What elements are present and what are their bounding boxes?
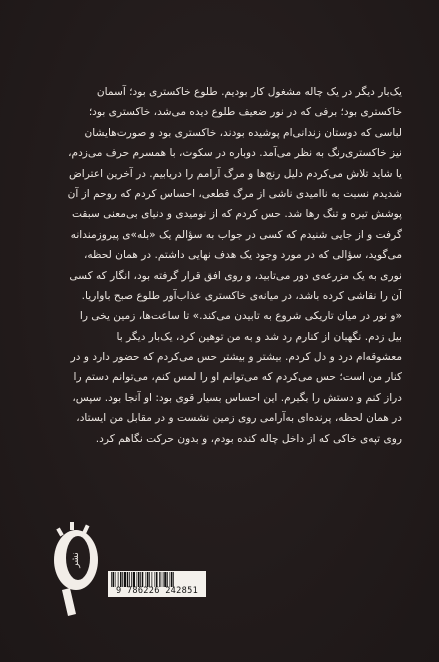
blurb-line: شدیدم نسبت به ناامیدی ناشی از مرگ قطعی، احساس کردم که روحم از آن — [67, 187, 402, 200]
blurb-line: روی تپه‌ی خاکی که از داخل چاله کنده بودم، و بدون حرکت نگاهم کرد. — [95, 432, 402, 445]
blurb-line: نیز خاکستری‌رنگ به نظر می‌آمد. دوباره در سکوت، با همسرم حرف می‌زدم، — [68, 147, 402, 160]
blurb-line: می‌گوید، سؤالی که در مورد وجود یک هدف نهایی داشتم. در همان لحظه، — [83, 249, 402, 262]
blurb-line: یا شاید تلاش می‌کردم دلیل رنج‌ها و مرگ آرامم را دریابیم. در آخرین اعتراض — [68, 167, 402, 180]
blurb-line: معشوقه‌ام درد و دل کردم. بیشتر و بیشتر حس می‌کردم که حضور دارد و در — [70, 351, 402, 364]
publisher-logo-icon — [48, 520, 104, 620]
blurb-line: لباسی که دوستان زندانی‌ام پوشیده بودند، خاکستری بود و صورت‌هایشان — [84, 126, 402, 139]
blurb-line: یک‌بار دیگر در یک چاله مشغول کار بودیم. طلوع خاکستری بود؛ آسمان — [96, 86, 402, 98]
blurb-line: خاکستری بود؛ برفی که در نور ضعیف طلوع دیده می‌شد، خاکستری بود؛ — [88, 106, 402, 119]
blurb-line: در همان لحظه، پرنده‌ای به‌آرامی روی زمین نشست و در مقابل من ایستاد، — [76, 412, 402, 425]
blurb-line: آن را نقاشی کرده باشد، در میانه‌ی خاکستری عذاب‌آور طلوع صبح باواریا. — [81, 289, 402, 302]
blurb-line: بیل زدم. نگهبان از کنارم رد شد و به من توهین کرد، یک‌بار دیگر با — [116, 330, 402, 343]
blurb-line: کنار من است؛ حس می‌کردم که می‌توانم او را لمس کنم، می‌توانم دستم را — [73, 371, 402, 384]
blurb-line: گرفت و از جایی شنیدم که کسی در جواب به سؤالم یک «بله»ی پیروزمندانه — [70, 228, 402, 241]
blurb-line: نوری به یک مزرعه‌ی دور می‌تابید، و روی افق قرار گرفته بود، انگار که کسی — [69, 269, 402, 282]
blurb-line: پوشش تیره و تنگ رها شد. حس کردم که از نومیدی و دنیای بی‌معنی سبقت — [71, 208, 402, 221]
blurb-line: «و نور در میان تاریکی شروع به تابیدن می‌کند.» تا ساعت‌ها، زمین یخی را — [79, 310, 402, 323]
publisher-logo — [48, 520, 104, 620]
blurb-line: دراز کنم و دستش را بگیرم. این احساس بسیار قوی بود: او آنجا بود. سپس، — [72, 391, 402, 404]
isbn-barcode — [108, 571, 206, 597]
publisher-logo-text: نشر — [71, 552, 81, 568]
barcode-icon — [110, 572, 204, 587]
isbn-digits: 9 786226 242851 — [115, 586, 199, 596]
